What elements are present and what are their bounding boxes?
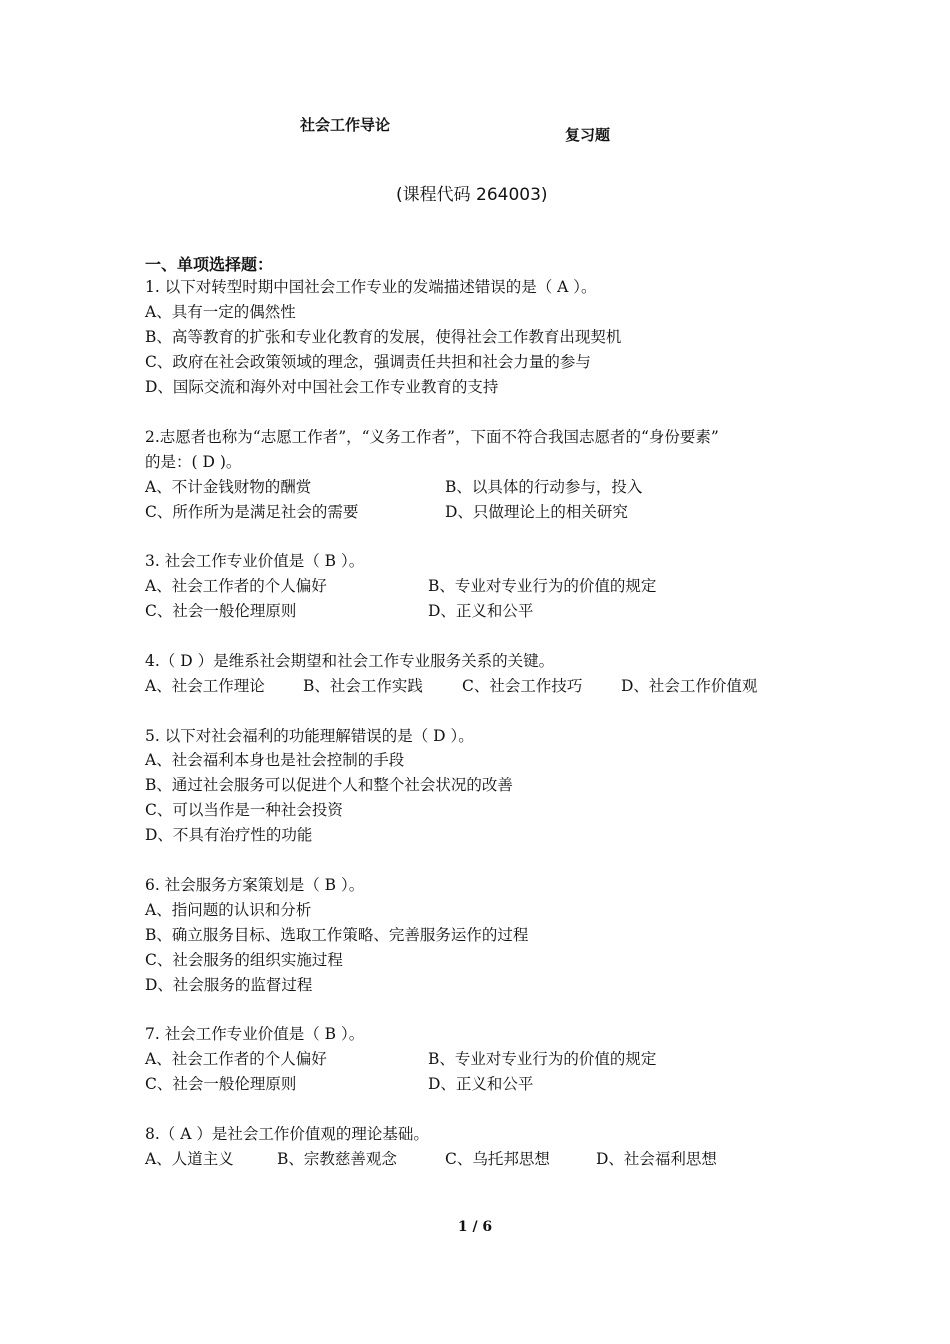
section-heading: 一、单项选择题： [145, 255, 274, 274]
question-2-option-d: D、只做理论上的相关研究 [445, 503, 628, 521]
question-7-option-c: C、社会一般伦理原则 [145, 1075, 297, 1093]
question-3-option-d: D、正义和公平 [428, 602, 534, 620]
course-code: (课程代码 264003) [396, 185, 548, 205]
question-3-stem: 3. 社会工作专业价值是（ B ）。 [145, 552, 365, 570]
question-7-stem: 7. 社会工作专业价值是（ B ）。 [145, 1025, 365, 1043]
question-5-stem: 5. 以下对社会福利的功能理解错误的是（ D ）。 [145, 727, 474, 745]
question-6-option-a: A、指问题的认识和分析 [145, 901, 312, 919]
question-2-stem-continued: 的是：( D )。 [145, 453, 242, 471]
question-4-option-d: D、社会工作价值观 [621, 677, 758, 695]
question-3-option-a: A、社会工作者的个人偏好 [145, 577, 327, 595]
question-3-option-b: B、专业对专业行为的价值的规定 [428, 577, 657, 595]
question-4-stem: 4.（ D ）是维系社会期望和社会工作专业服务关系的关键。 [145, 652, 555, 670]
page-number: 1 / 6 [457, 1219, 493, 1235]
question-7-option-a: A、社会工作者的个人偏好 [145, 1050, 327, 1068]
question-1-option-a: A、具有一定的偶然性 [145, 303, 296, 321]
question-7-option-b: B、专业对专业行为的价值的规定 [428, 1050, 657, 1068]
question-8-option-d: D、社会福利思想 [596, 1150, 717, 1168]
question-5-option-a: A、社会福利本身也是社会控制的手段 [145, 751, 405, 769]
question-1-option-c: C、政府在社会政策领域的理念，强调责任共担和社会力量的参与 [145, 353, 591, 371]
question-5-option-d: D、不具有治疗性的功能 [145, 826, 313, 844]
question-6-option-b: B、确立服务目标、选取工作策略、完善服务运作的过程 [145, 926, 529, 944]
question-2-stem: 2.志愿者也称为“志愿工作者”，“义务工作者”，下面不符合我国志愿者的“身份要素” [145, 428, 719, 446]
question-4-option-c: C、社会工作技巧 [462, 677, 583, 695]
question-1-option-d: D、国际交流和海外对中国社会工作专业教育的支持 [145, 378, 499, 396]
document-subtitle: 复习题 [565, 126, 611, 144]
question-4-option-a: A、社会工作理论 [145, 677, 265, 695]
question-4-option-b: B、社会工作实践 [303, 677, 423, 695]
question-8-option-a: A、人道主义 [145, 1150, 234, 1168]
question-5-option-b: B、通过社会服务可以促进个人和整个社会状况的改善 [145, 776, 513, 794]
question-2-option-a: A、不计金钱财物的酬赏 [145, 478, 312, 496]
question-1-option-b: B、高等教育的扩张和专业化教育的发展，使得社会工作教育出现契机 [145, 328, 622, 346]
question-1-stem: 1. 以下对转型时期中国社会工作专业的发端描述错误的是（ A ）。 [145, 278, 597, 296]
question-6-stem: 6. 社会服务方案策划是（ B ）。 [145, 876, 365, 894]
question-6-option-d: D、社会服务的监督过程 [145, 976, 313, 994]
document-title: 社会工作导论 [300, 116, 391, 134]
question-8-option-b: B、宗教慈善观念 [277, 1150, 397, 1168]
question-7-option-d: D、正义和公平 [428, 1075, 534, 1093]
question-8-option-c: C、乌托邦思想 [445, 1150, 550, 1168]
question-2-option-b: B、以具体的行动参与，投入 [445, 478, 643, 496]
question-8-stem: 8.（ A ）是社会工作价值观的理论基础。 [145, 1125, 429, 1143]
question-2-option-c: C、所作所为是满足社会的需要 [145, 503, 359, 521]
question-3-option-c: C、社会一般伦理原则 [145, 602, 297, 620]
question-5-option-c: C、可以当作是一种社会投资 [145, 801, 343, 819]
question-6-option-c: C、社会服务的组织实施过程 [145, 951, 343, 969]
